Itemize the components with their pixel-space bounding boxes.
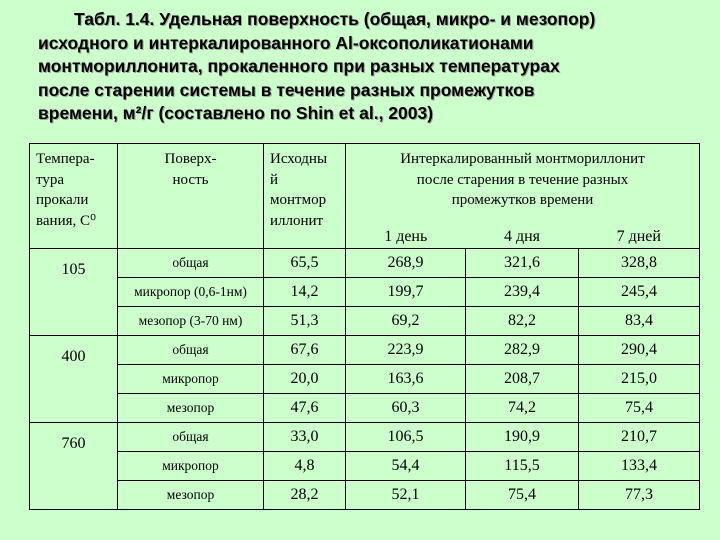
header-line: иллонит bbox=[270, 212, 324, 229]
day-4-value-cell: 208,7 bbox=[466, 365, 579, 394]
day-4-value-cell: 190,9 bbox=[466, 423, 579, 452]
header-line: монтмор bbox=[270, 192, 327, 208]
header-row bbox=[30, 144, 700, 219]
day-1-value-cell: 268,9 bbox=[346, 249, 466, 278]
surface-type-cell: микропор bbox=[118, 365, 264, 394]
header-line: Поверх- bbox=[164, 151, 217, 167]
temperature-cell: 400 bbox=[30, 336, 118, 423]
day-1-value-cell: 60,3 bbox=[346, 394, 466, 423]
surface-type-cell: микропор bbox=[118, 452, 264, 481]
day-1-value-cell: 106,5 bbox=[346, 423, 466, 452]
caption-line: после старении системы в течение разных промежутков bbox=[38, 79, 535, 100]
header-line: тура bbox=[36, 171, 65, 188]
day-4-header: 4 дня bbox=[466, 219, 579, 249]
day-1-value-cell: 163,6 bbox=[346, 365, 466, 394]
surface-header bbox=[118, 144, 264, 249]
surface-area-table bbox=[29, 143, 700, 510]
header-line: прокали bbox=[36, 192, 89, 208]
day-4-value-cell: 75,4 bbox=[466, 481, 579, 510]
original-value-cell: 28,2 bbox=[264, 481, 346, 510]
day-7-header: 7 дней bbox=[579, 219, 700, 249]
day-7-value-cell: 245,4 bbox=[579, 278, 700, 307]
day-4-value-cell: 239,4 bbox=[466, 278, 579, 307]
day-7-value-cell: 77,3 bbox=[579, 481, 700, 510]
original-header bbox=[264, 144, 346, 249]
table-row bbox=[30, 278, 700, 307]
header-line: после старения в течение разных bbox=[416, 171, 629, 188]
caption-line: монтмориллонита, прокаленного при разных температурах bbox=[38, 56, 560, 76]
table-row bbox=[30, 336, 700, 365]
table-row bbox=[30, 394, 700, 423]
day-1-header: 1 день bbox=[346, 219, 466, 249]
table-body bbox=[30, 144, 700, 510]
intercalated-header bbox=[346, 144, 700, 219]
caption-line: исходного и интеркалированного Al-оксополикатионами bbox=[38, 32, 534, 53]
original-value-cell: 67,6 bbox=[264, 336, 346, 365]
surface-type-cell: мезопор bbox=[118, 394, 264, 423]
header-line: Исходны bbox=[270, 151, 328, 167]
day-4-value-cell: 82,2 bbox=[466, 307, 579, 336]
table-caption bbox=[38, 8, 708, 126]
day-7-value-cell: 210,7 bbox=[579, 423, 700, 452]
surface-type-cell: общая bbox=[118, 423, 264, 452]
temperature-cell: 105 bbox=[30, 249, 118, 336]
original-value-cell: 47,6 bbox=[264, 394, 346, 423]
header-line: Интеркалированный монтмориллонит bbox=[400, 151, 645, 167]
original-value-cell: 14,2 bbox=[264, 278, 346, 307]
day-4-value-cell: 115,5 bbox=[466, 452, 579, 481]
header-line: й bbox=[270, 171, 279, 188]
day-7-value-cell: 133,4 bbox=[579, 452, 700, 481]
day-4-value-cell: 74,2 bbox=[466, 394, 579, 423]
day-4-value-cell: 321,6 bbox=[466, 249, 579, 278]
original-value-cell: 65,5 bbox=[264, 249, 346, 278]
header-line: Темпера- bbox=[36, 151, 95, 167]
day-7-value-cell: 83,4 bbox=[579, 307, 700, 336]
table-row bbox=[30, 365, 700, 394]
original-value-cell: 51,3 bbox=[264, 307, 346, 336]
table-row bbox=[30, 307, 700, 336]
surface-type-cell: мезопор bbox=[118, 481, 264, 510]
day-4-value-cell: 282,9 bbox=[466, 336, 579, 365]
day-1-value-cell: 54,4 bbox=[346, 452, 466, 481]
day-1-value-cell: 69,2 bbox=[346, 307, 466, 336]
caption-line: Табл. 1.4. Удельная поверхность (общая, микро- и мезопор) bbox=[74, 9, 596, 29]
surface-type-cell: мезопор (3-70 нм) bbox=[118, 307, 264, 336]
header-line: промежутков времени bbox=[451, 192, 594, 208]
day-1-value-cell: 199,7 bbox=[346, 278, 466, 307]
header-line: вания, С⁰ bbox=[36, 212, 97, 229]
original-value-cell: 20,0 bbox=[264, 365, 346, 394]
day-1-value-cell: 223,9 bbox=[346, 336, 466, 365]
surface-type-cell: общая bbox=[118, 249, 264, 278]
table-row bbox=[30, 481, 700, 510]
caption-line: времени, м²/г (составлено по Shin et al., 2003) bbox=[38, 103, 434, 123]
day-7-value-cell: 215,0 bbox=[579, 365, 700, 394]
surface-type-cell: общая bbox=[118, 336, 264, 365]
day-7-value-cell: 75,4 bbox=[579, 394, 700, 423]
table-row bbox=[30, 452, 700, 481]
temperature-cell: 760 bbox=[30, 423, 118, 510]
original-value-cell: 33,0 bbox=[264, 423, 346, 452]
original-value-cell: 4,8 bbox=[264, 452, 346, 481]
table-row bbox=[30, 249, 700, 278]
header-line: ность bbox=[172, 171, 209, 188]
day-7-value-cell: 328,8 bbox=[579, 249, 700, 278]
surface-type-cell: микропор (0,6-1нм) bbox=[118, 278, 264, 307]
temperature-header bbox=[30, 144, 118, 249]
table-row bbox=[30, 423, 700, 452]
day-7-value-cell: 290,4 bbox=[579, 336, 700, 365]
day-1-value-cell: 52,1 bbox=[346, 481, 466, 510]
